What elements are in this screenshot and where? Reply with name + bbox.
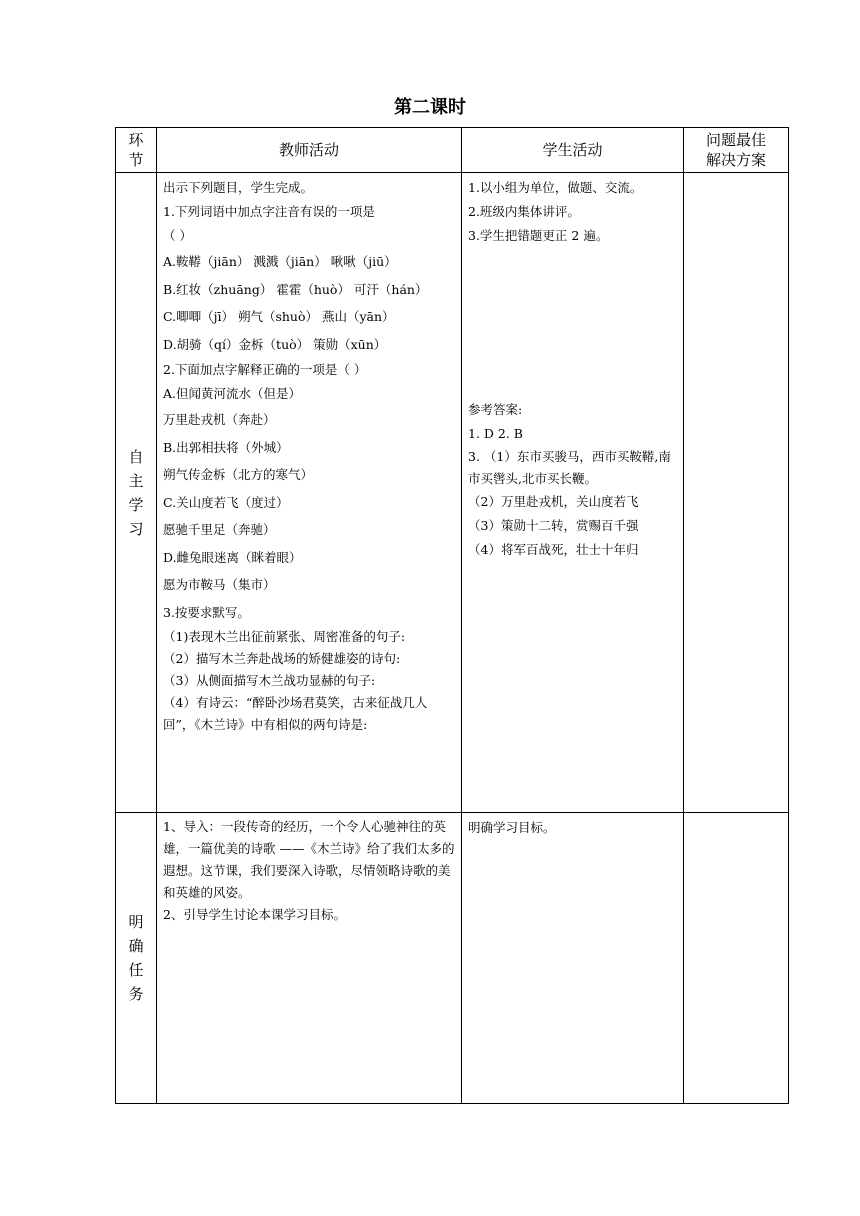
student-activity-1: 1.以小组为单位，做题、交流。 2.班级内集体讲评。 3.学生把错题更正 2 遍。 参考答案: 1. D 2. B 3. （1）东市买骏马，西市买鞍鞯,南市买辔头,北市买长鞭。 （2）万里赴戎机，关山度若飞 （3）策勋十二转，赏赐百千强 （4）将军百战死，壮士十年归 — [462, 173, 684, 813]
header-student: 学生活动 — [462, 128, 684, 173]
header-row — [116, 128, 789, 173]
lesson-table — [115, 127, 789, 1104]
segment-self-study: 自 主 学 习 — [116, 173, 157, 813]
student-activity-2: 明确学习目标。 — [462, 813, 684, 1104]
page-title: 第二课时 — [394, 97, 466, 118]
row-self-study — [116, 173, 789, 813]
solution-cell-1 — [684, 173, 789, 813]
row-clarify-task — [116, 813, 789, 1104]
header-segment: 环 节 — [116, 128, 157, 173]
solution-cell-2 — [684, 813, 789, 1104]
segment-clarify-task: 明 确 任 务 — [116, 813, 157, 1104]
header-solution: 问题最佳 解决方案 — [684, 128, 789, 173]
header-teacher: 教师活动 — [157, 128, 462, 173]
teacher-activity-1: 出示下列题目，学生完成。 1.下列词语中加点字注音有误的一项是 （ ） A.鞍鞯（jiān） 溅溅（jiān） 啾啾（jiū） B.红妆（zhuāng） 霍霍（huò） 可汗（hán） C.唧唧（jī） 朔气（shuò） 燕山（yān） D.胡骑（qí）金柝（tuò） 策勋（xūn） 2.下面加点字解释正确的一项是（ ） A.但闻黄河流水（但是） 万里赴戎机（奔赴） B.出郭相扶将（外城） 朔气传金柝（北方的寒气） C.关山度若飞（度过） 愿驰千里足（奔驰） D.雌兔眼迷离（眯着眼） 愿为市鞍马（集市） 3.按要求默写。 （1)表现木兰出征前紧张、周密准备的句子: （2）描写木兰奔赴战场的矫健雄姿的诗句: （3）从侧面描写木兰战功显赫的句子: （4）有诗云：“醉卧沙场君莫笑，古来征战几人回”，《木兰诗》中有相似的两句诗是: — [157, 173, 462, 813]
teacher-activity-2: 1、导入：一段传奇的经历，一个令人心驰神往的英雄，一篇优美的诗歌 ——《木兰诗》给了我们太多的遐想。这节课，我们要深入诗歌，尽情领略诗歌的美和英雄的风姿。 2、引导学生讨论本课学习目标。 — [157, 813, 462, 1104]
answers-label: 参考答案: — [468, 402, 523, 417]
